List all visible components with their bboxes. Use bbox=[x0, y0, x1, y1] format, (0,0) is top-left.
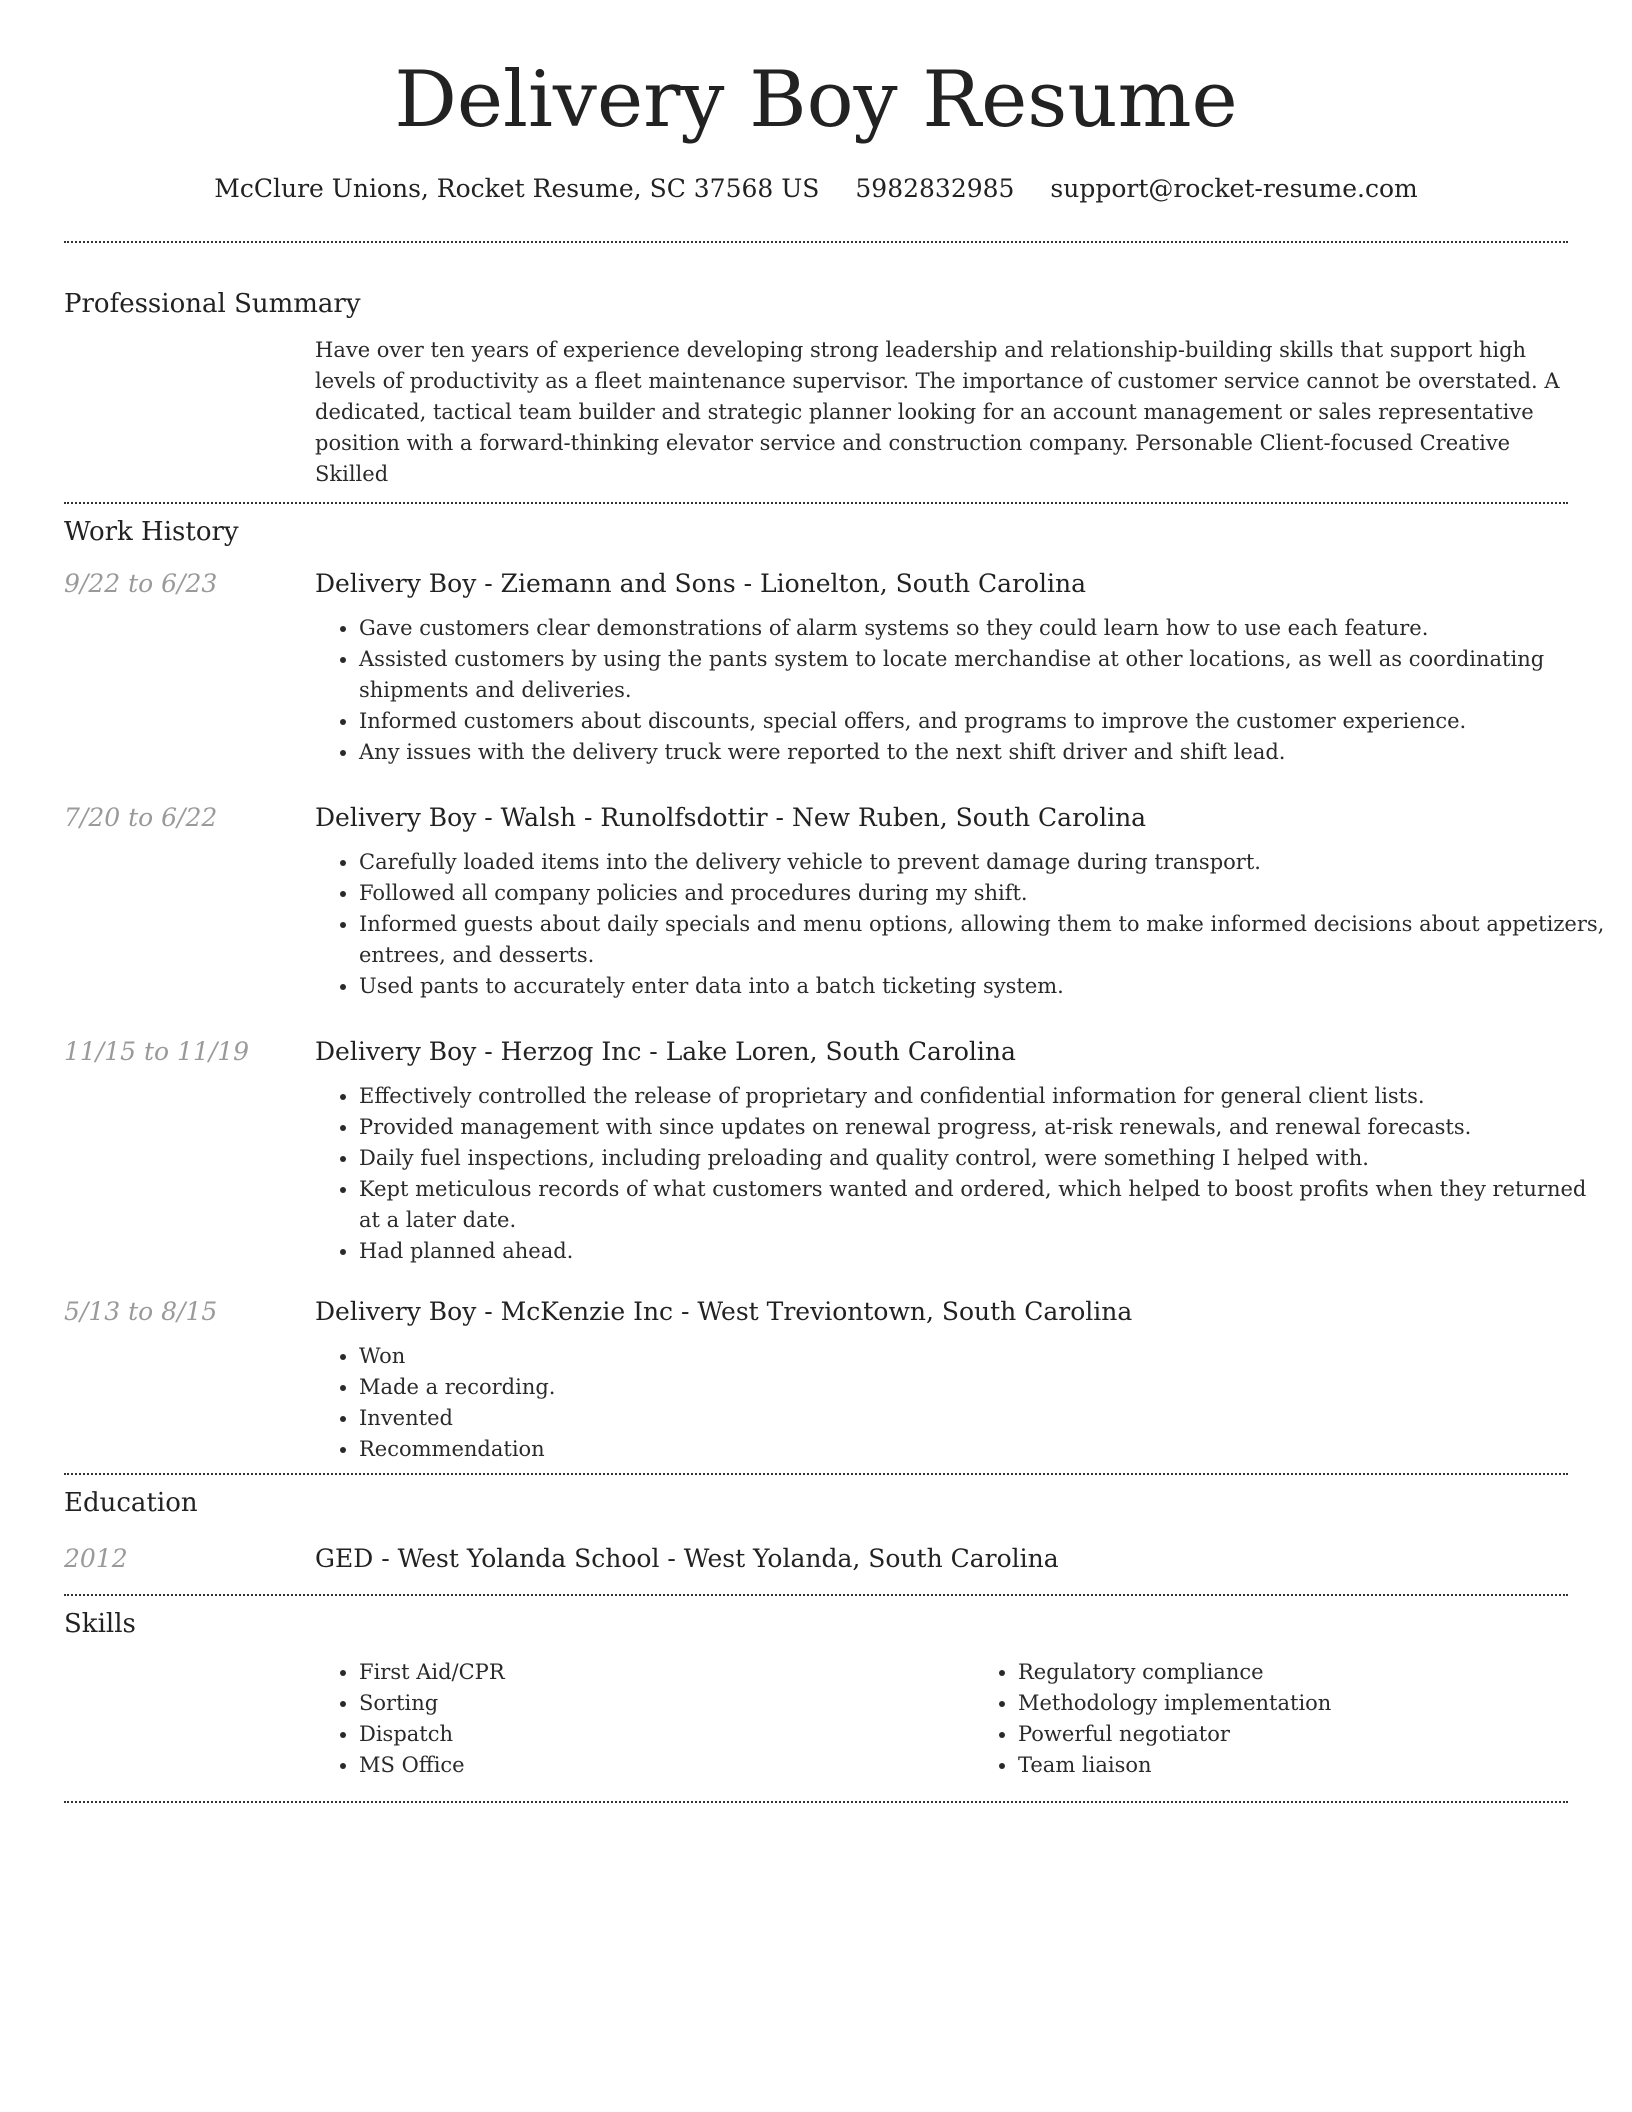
resume-title: Delivery Boy Resume bbox=[394, 55, 1238, 145]
divider bbox=[64, 1594, 1568, 1596]
job-dates: 9/22 to 6/23 bbox=[64, 569, 218, 598]
job-entry bbox=[64, 1295, 1568, 1465]
job-bullets bbox=[315, 1341, 1612, 1465]
list-item: • Made a recording. bbox=[359, 1372, 1612, 1403]
job-title: Delivery Boy - McKenzie Inc - West Treviontown, South Carolina bbox=[315, 1297, 1133, 1326]
job-bullets bbox=[315, 847, 1612, 1002]
education-section bbox=[64, 1486, 1568, 1576]
education-detail: GED - West Yolanda School - West Yolanda, South Carolina bbox=[315, 1544, 1059, 1573]
contact-phone: 5982832985 bbox=[855, 174, 1015, 203]
contact-email: support@rocket-resume.com bbox=[1050, 174, 1418, 203]
job-entry bbox=[64, 1035, 1587, 1267]
resume-page bbox=[64, 0, 1605, 1803]
job-bullets bbox=[315, 613, 1612, 768]
list-item: • Informed customers about discounts, special offers, and programs to improve the customer experience. bbox=[359, 706, 1612, 737]
skills-heading: Skills bbox=[64, 1609, 136, 1639]
education-year: 2012 bbox=[64, 1544, 128, 1573]
job-entry bbox=[64, 801, 1605, 1002]
divider bbox=[64, 1801, 1568, 1803]
job-title: Delivery Boy - Herzog Inc - Lake Loren, South Carolina bbox=[315, 1037, 1016, 1066]
list-item: • Carefully loaded items into the delivery vehicle to prevent damage during transport. bbox=[359, 847, 1612, 878]
skill-item: • Dispatch bbox=[359, 1719, 974, 1750]
list-item: • Informed guests about daily specials and menu options, allowing them to make informed decisions about appetizers, entrees, and desserts. bbox=[359, 909, 1612, 971]
summary-section bbox=[64, 287, 1568, 490]
work-history-section bbox=[64, 515, 1605, 1465]
job-dates: 7/20 to 6/22 bbox=[64, 803, 218, 832]
skill-item: • Sorting bbox=[359, 1688, 974, 1719]
skills-list-left bbox=[315, 1657, 974, 1781]
skill-item: • Powerful negotiator bbox=[1018, 1719, 1632, 1750]
skills-list-right bbox=[974, 1657, 1632, 1781]
resume-header bbox=[64, 0, 1568, 206]
job-bullets bbox=[315, 1081, 1612, 1267]
contact-address: McClure Unions, Rocket Resume, SC 37568 US bbox=[214, 174, 820, 203]
list-item: • Provided management with since updates on renewal progress, at-risk renewals, and renewal forecasts. bbox=[359, 1112, 1612, 1143]
job-dates: 5/13 to 8/15 bbox=[64, 1297, 218, 1326]
education-heading: Education bbox=[64, 1488, 198, 1518]
list-item: • Had planned ahead. bbox=[359, 1236, 1612, 1267]
list-item: • Assisted customers by using the pants system to locate merchandise at other locations, as well as coordinating shipments and deliveries. bbox=[359, 644, 1612, 706]
skill-item: • Team liaison bbox=[1018, 1750, 1632, 1781]
skill-item: • MS Office bbox=[359, 1750, 974, 1781]
list-item: • Effectively controlled the release of proprietary and confidential information for general client lists. bbox=[359, 1081, 1612, 1112]
job-dates: 11/15 to 11/19 bbox=[64, 1037, 250, 1066]
skill-item: • First Aid/CPR bbox=[359, 1657, 974, 1688]
job-title: Delivery Boy - Walsh - Runolfsdottir - New Ruben, South Carolina bbox=[315, 803, 1147, 832]
divider bbox=[64, 502, 1568, 504]
skill-item: • Regulatory compliance bbox=[1018, 1657, 1632, 1688]
list-item: • Kept meticulous records of what customers wanted and ordered, which helped to boost profits when they returned at a later date. bbox=[359, 1174, 1612, 1236]
list-item: • Used pants to accurately enter data into a batch ticketing system. bbox=[359, 971, 1612, 1002]
education-entry bbox=[64, 1542, 1568, 1576]
summary-heading: Professional Summary bbox=[64, 289, 361, 319]
list-item: • Gave customers clear demonstrations of alarm systems so they could learn how to use each feature. bbox=[359, 613, 1612, 644]
work-history-heading: Work History bbox=[64, 517, 239, 547]
divider bbox=[64, 1473, 1568, 1475]
list-item: • Recommendation bbox=[359, 1434, 1612, 1465]
list-item: • Any issues with the delivery truck were reported to the next shift driver and shift lead. bbox=[359, 737, 1612, 768]
job-entry bbox=[64, 567, 1568, 768]
summary-text: Have over ten years of experience developing strong leadership and relationship-building skills that support high levels of productivity as a fleet maintenance supervisor. The importance of customer service cannot be overstated. A dedicated, tactical team builder and strategic planner looking for an account management or sales representative position with a forward-thinking elevator service and construction company. Personable Client-focused Creative Skilled bbox=[315, 338, 1560, 486]
skills-grid bbox=[315, 1657, 1568, 1781]
list-item: • Daily fuel inspections, including preloading and quality control, were something I helped with. bbox=[359, 1143, 1612, 1174]
list-item: • Invented bbox=[359, 1403, 1612, 1434]
skills-section bbox=[64, 1607, 1568, 1781]
job-title: Delivery Boy - Ziemann and Sons - Lionelton, South Carolina bbox=[315, 569, 1087, 598]
list-item: • Followed all company policies and procedures during my shift. bbox=[359, 878, 1612, 909]
list-item: • Won bbox=[359, 1341, 1612, 1372]
contact-line bbox=[64, 172, 1568, 206]
divider bbox=[64, 241, 1568, 243]
skill-item: • Methodology implementation bbox=[1018, 1688, 1632, 1719]
